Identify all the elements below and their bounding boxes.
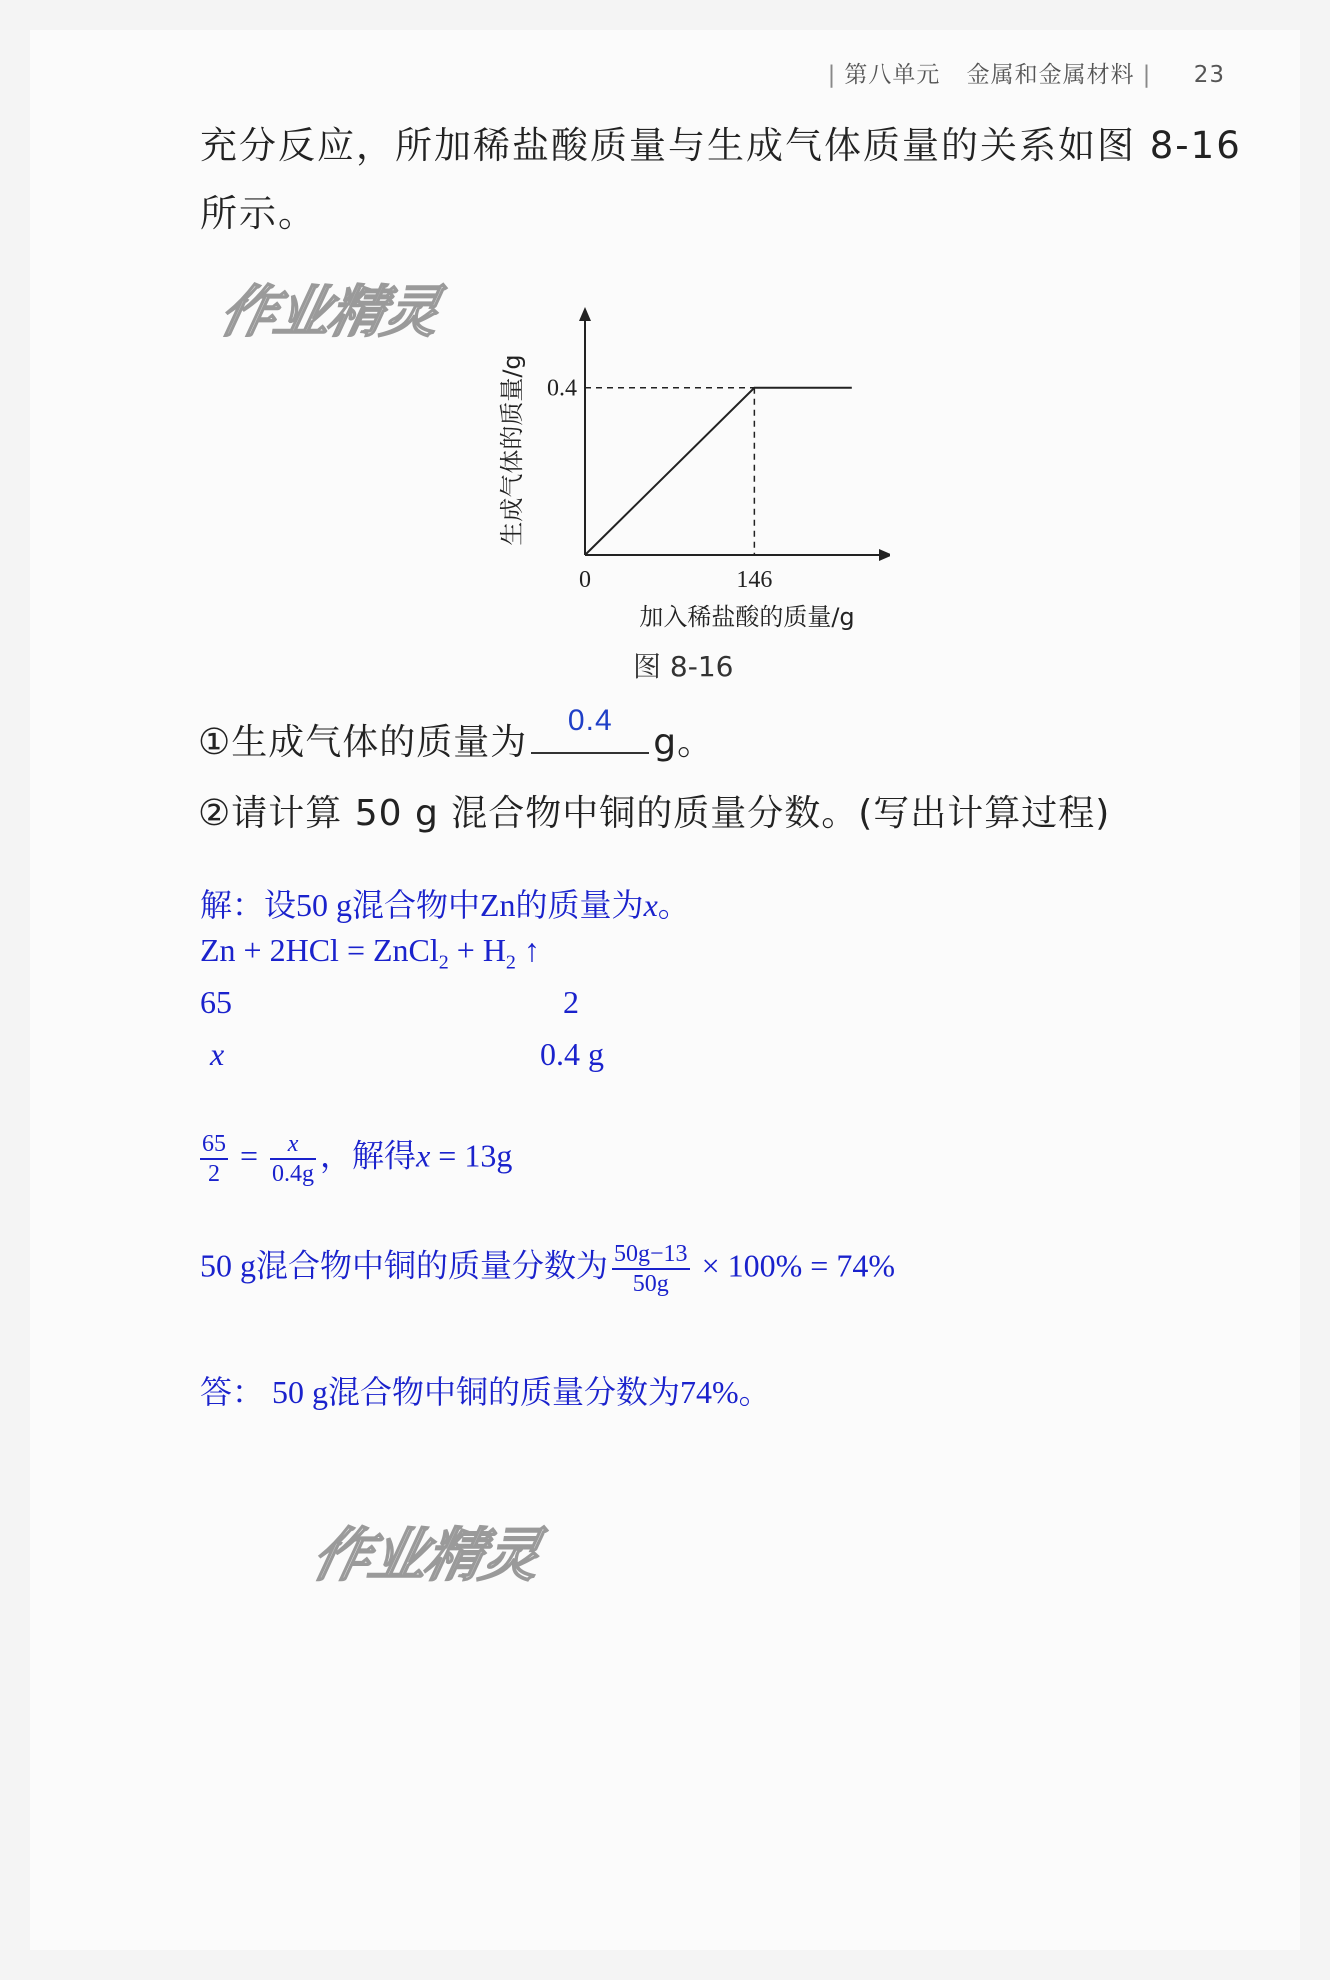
y-tick-label: 0.4 [547, 375, 577, 402]
question-1 [198, 704, 715, 765]
ratio-fraction-1 [200, 1130, 228, 1188]
ratio-fraction-2 [270, 1130, 316, 1188]
question-2: ②请计算 50 g 混合物中铜的质量分数。(写出计算过程) [198, 793, 1111, 834]
page-header: | 第八单元 金属和金属材料 | 23 [827, 62, 1225, 88]
ratio-equation [200, 1130, 512, 1188]
question-1-prefix: ①生成气体的质量为 [198, 722, 528, 763]
answer-blank[interactable] [531, 704, 649, 754]
x-axis-label: 加入稀盐酸的质量/g [639, 603, 855, 631]
origin-label: 0 [579, 567, 591, 593]
final-answer: 答： 50 g混合物中铜的质量分数为74%。 [200, 1374, 771, 1410]
watermark-top: 作业精灵 [214, 280, 444, 345]
x-axis-arrow [879, 549, 890, 561]
watermark-bottom: 作业精灵 [306, 1521, 546, 1589]
chart-plot-area [498, 307, 890, 631]
ratio-row-2-b: 0.4 g [540, 1036, 604, 1072]
mass-fraction-num: 50g−13 [612, 1240, 690, 1270]
chapter-title: 金属和金属材料 [966, 62, 1135, 88]
equation-left: Zn + 2HCl = ZnCl [200, 932, 439, 968]
solution-intro-text: 解：设50 g混合物中Zn的质量为 [200, 887, 644, 923]
equation-sub-2: 2 [505, 951, 516, 974]
ratio-fraction-2-den: 0.4g [272, 1161, 315, 1187]
mass-fraction-den: 50g [632, 1271, 669, 1297]
ratio-fraction-2-num: x [270, 1130, 316, 1160]
mass-fraction-line [200, 1240, 895, 1298]
intro-line-1: 充分反应，所加稀盐酸质量与生成气体质量的关系如图 8-16 [200, 124, 1242, 167]
solution-intro-var: x [643, 887, 658, 923]
ratio-fraction-1-den: 2 [208, 1161, 220, 1187]
question-1-suffix: g。 [653, 722, 715, 763]
ratio-fraction-1-num: 65 [200, 1130, 228, 1160]
equation-sub-1: 2 [438, 951, 449, 974]
ratio-row-1-b: 2 [563, 984, 579, 1020]
chart [490, 305, 890, 635]
series-line [585, 388, 852, 555]
mass-fraction [612, 1240, 690, 1298]
mass-fraction-suffix: × 100% = 74% [701, 1247, 895, 1284]
figure-caption: 图 8-16 [633, 650, 734, 683]
ratio-result-text: ，解得 [320, 1137, 417, 1174]
x-tick-label: 146 [736, 567, 773, 593]
mass-fraction-prefix: 50 g混合物中铜的质量分数为 [200, 1247, 609, 1284]
solution-intro-end: 。 [657, 887, 690, 923]
chapter-label: 第八单元 [844, 62, 941, 88]
equation-arrow: ↑ [515, 932, 540, 968]
y-axis-label: 生成气体的质量/g [498, 354, 526, 546]
ratio-equals: = [240, 1137, 259, 1174]
answer-blank-value: 0.4 [567, 704, 613, 737]
page-number: 23 [1193, 62, 1225, 88]
ratio-row-1-a: 65 [200, 984, 232, 1020]
ratio-result-value: = 13g [430, 1137, 513, 1174]
ratio-row-2-a: x [210, 1036, 225, 1072]
ratio-result-var: x [416, 1137, 431, 1174]
chemical-equation [200, 932, 540, 974]
y-axis-arrow [579, 307, 591, 321]
solution-intro [200, 880, 690, 926]
intro-line-2: 所示。 [200, 192, 317, 235]
equation-mid: + H [448, 932, 506, 968]
